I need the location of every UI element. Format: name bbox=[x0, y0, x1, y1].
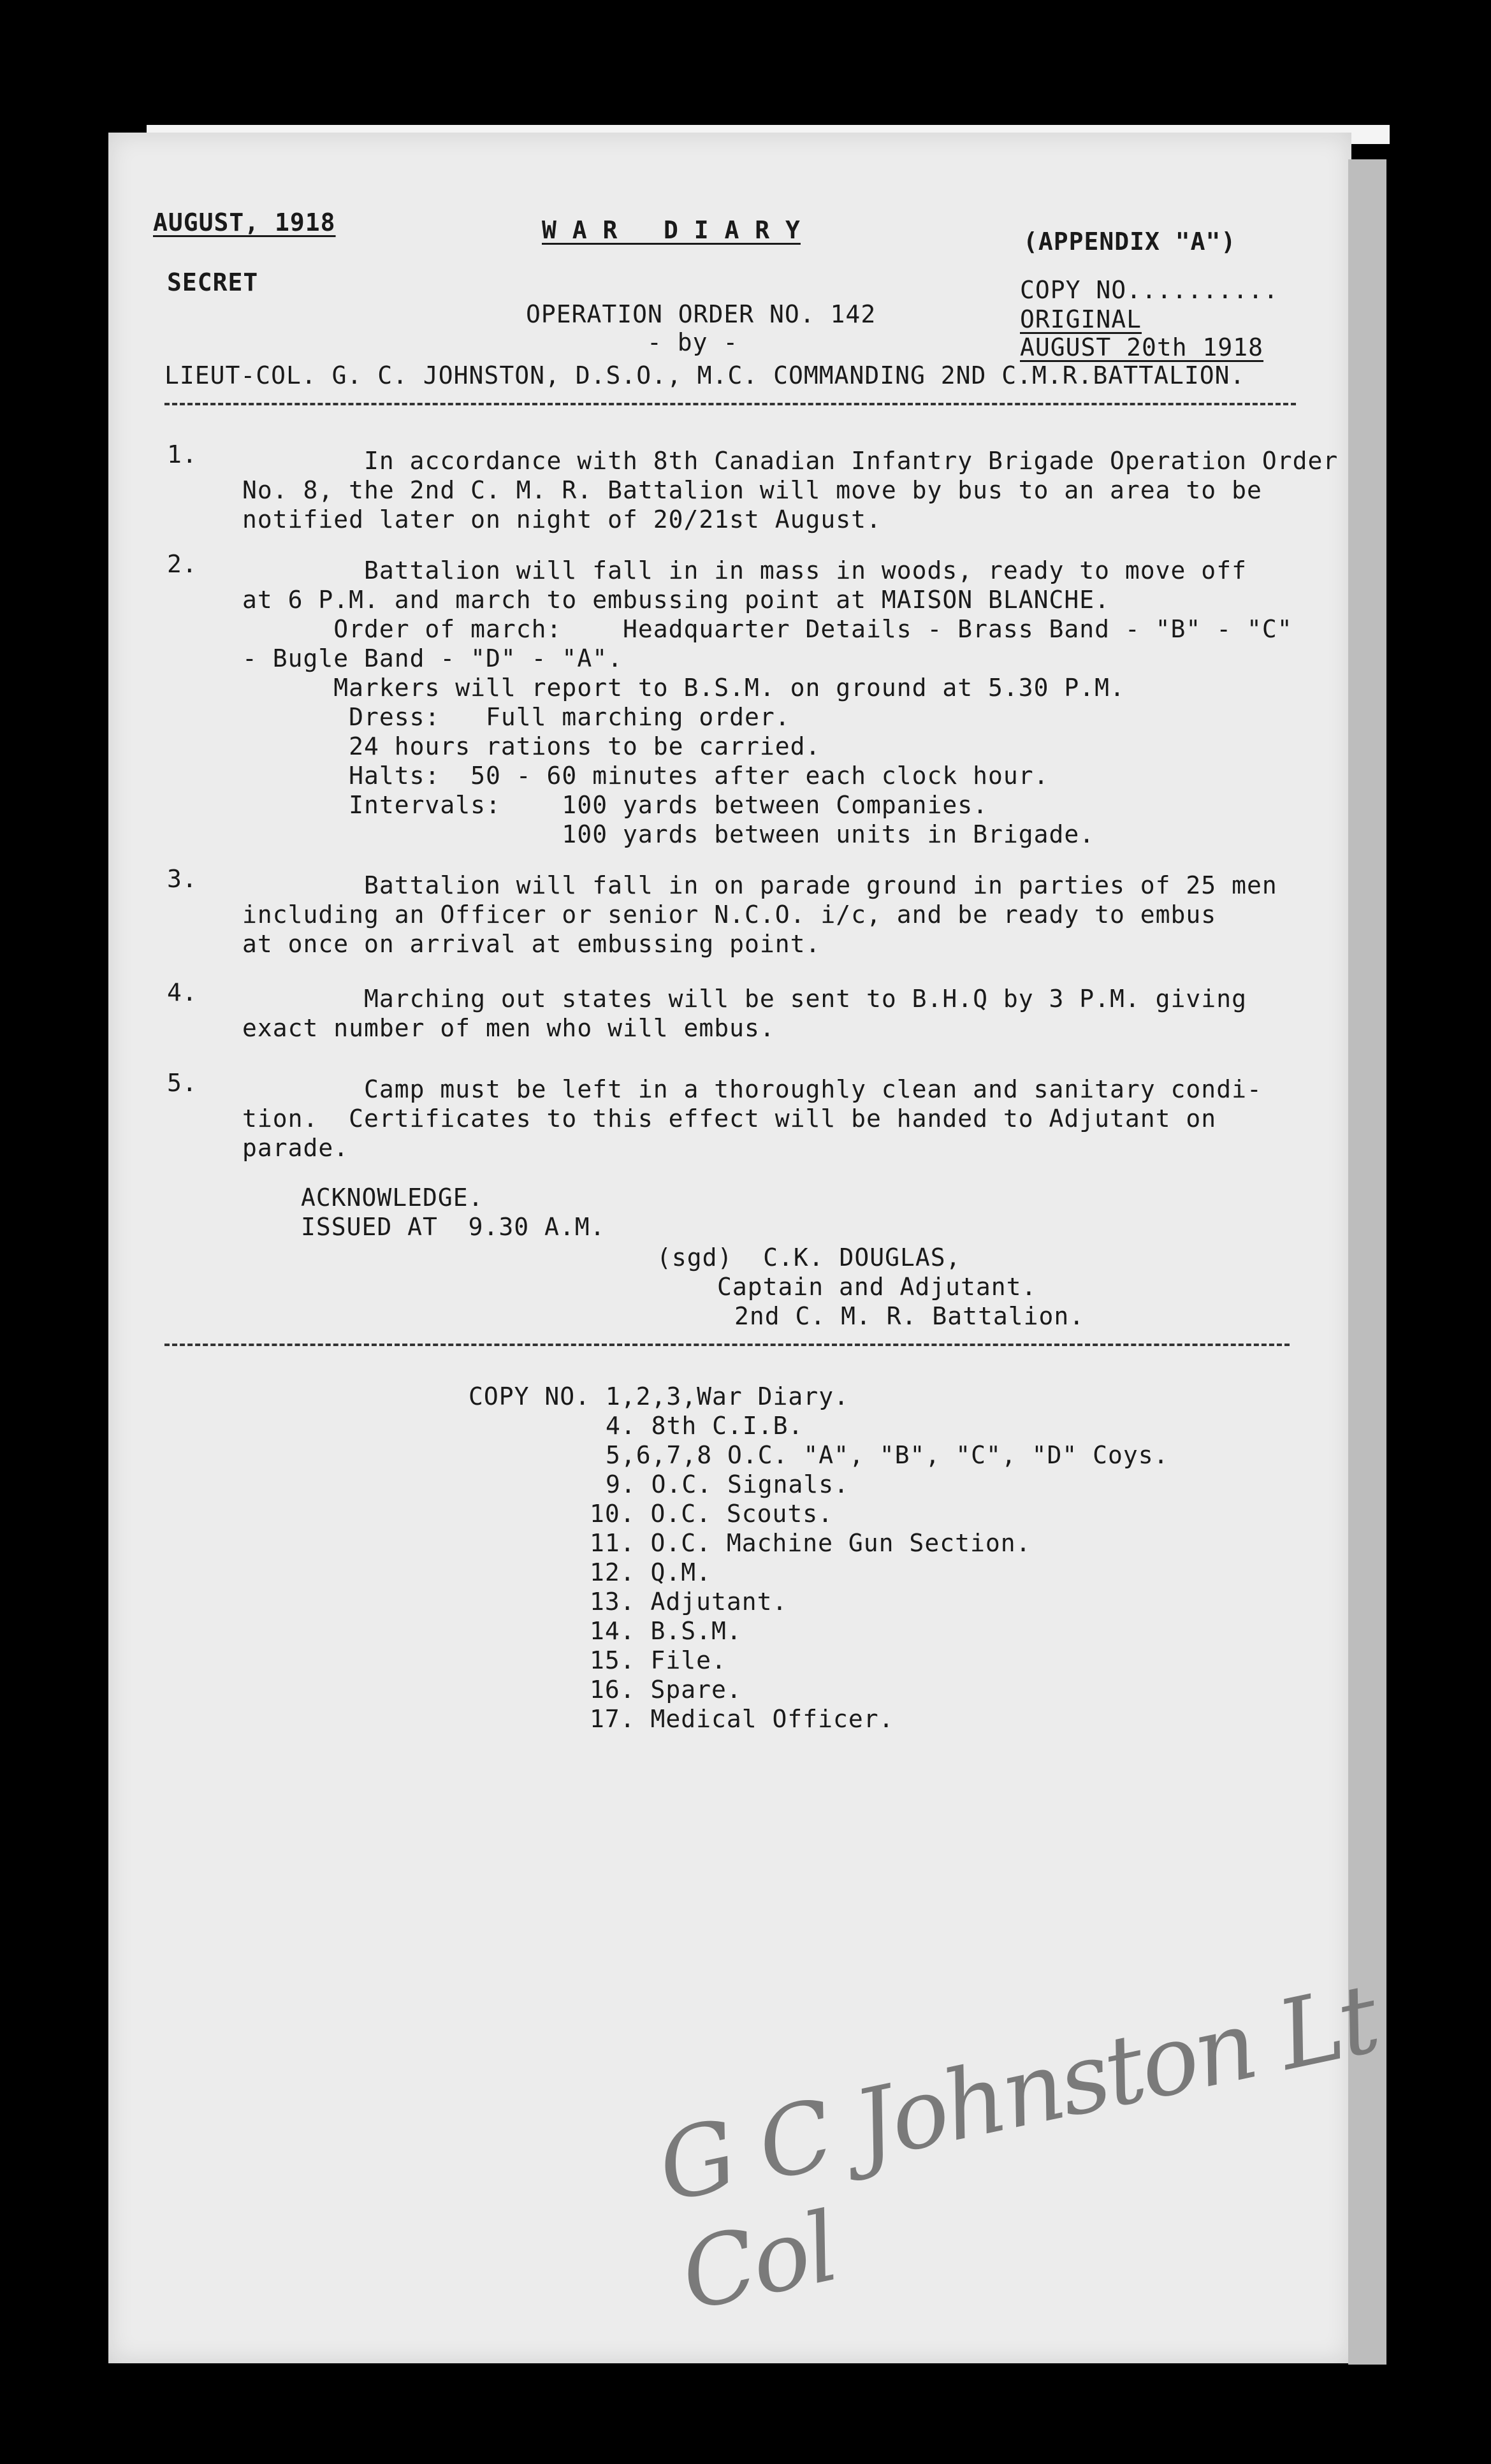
copy-number: COPY NO.......... bbox=[1020, 276, 1279, 304]
para-2-line: Order of march: Headquarter Details - Brass Band - "B" - "C" bbox=[242, 615, 1293, 643]
commanding-line: LIEUT-COL. G. C. JOHNSTON, D.S.O., M.C. COMMANDING 2ND C.M.R.BATTALION. bbox=[164, 361, 1246, 389]
para-4-line: exact number of men who will embus. bbox=[242, 1014, 775, 1042]
para-2-line: Intervals: 100 yards between Companies. bbox=[242, 791, 989, 819]
distribution-item: 13. Adjutant. bbox=[590, 1588, 788, 1616]
para-4-number: 4. bbox=[167, 978, 198, 1006]
para-3-number: 3. bbox=[167, 865, 198, 893]
distribution-item: 9. O.C. Signals. bbox=[606, 1470, 850, 1498]
para-2-line: 100 yards between units in Brigade. bbox=[242, 820, 1095, 848]
para-1-line: In accordance with 8th Canadian Infantry Brigade Operation Order bbox=[242, 447, 1339, 475]
para-4-line: Marching out states will be sent to B.H.Q by 3 P.M. giving bbox=[242, 985, 1247, 1013]
para-5-line: tion. Certificates to this effect will be handed to Adjutant on bbox=[242, 1105, 1217, 1133]
classification: SECRET bbox=[167, 268, 259, 296]
distribution-item: 14. B.S.M. bbox=[590, 1617, 742, 1645]
para-2-line: Markers will report to B.S.M. on ground at 5.30 P.M. bbox=[242, 674, 1125, 702]
para-1-number: 1. bbox=[167, 440, 198, 468]
distribution-item: 16. Spare. bbox=[590, 1676, 742, 1704]
handwritten-signature bbox=[649, 1963, 1491, 2333]
distribution-item: 4. 8th C.I.B. bbox=[606, 1412, 804, 1440]
para-2-line: Dress: Full marching order. bbox=[242, 703, 790, 731]
para-2-line: - Bugle Band - "D" - "A". bbox=[242, 644, 623, 672]
signatory-unit: 2nd C. M. R. Battalion. bbox=[734, 1302, 1085, 1330]
order-by: - by - bbox=[647, 328, 739, 356]
para-5-line: parade. bbox=[242, 1134, 349, 1162]
diary-date: AUGUST, 1918 bbox=[153, 208, 336, 236]
diary-title: W A R D I A R Y bbox=[542, 216, 801, 244]
para-1-line: notified later on night of 20/21st August. bbox=[242, 505, 882, 533]
closing-divider bbox=[164, 1344, 1290, 1346]
para-2-number: 2. bbox=[167, 550, 198, 578]
issued-time: ISSUED AT 9.30 A.M. bbox=[301, 1213, 606, 1241]
order-title: OPERATION ORDER NO. 142 bbox=[526, 300, 876, 328]
para-3-line: including an Officer or senior N.C.O. i/c, and be ready to embus bbox=[242, 901, 1217, 929]
para-3-line: at once on arrival at embussing point. bbox=[242, 930, 821, 958]
distribution-first: COPY NO. 1,2,3,War Diary. bbox=[469, 1382, 849, 1410]
para-2-line: 24 hours rations to be carried. bbox=[242, 732, 821, 760]
distribution-item: 17. Medical Officer. bbox=[590, 1705, 894, 1733]
distribution-item: 5,6,7,8 O.C. "A", "B", "C", "D" Coys. bbox=[606, 1441, 1169, 1469]
para-2-line: Halts: 50 - 60 minutes after each clock hour. bbox=[242, 762, 1049, 790]
para-2-line: Battalion will fall in in mass in woods, ready to move off bbox=[242, 556, 1247, 584]
distribution-item: 15. File. bbox=[590, 1646, 727, 1674]
signatory-rank: Captain and Adjutant. bbox=[717, 1273, 1037, 1301]
original-label: ORIGINAL bbox=[1020, 305, 1142, 333]
signatory-name: (sgd) C.K. DOUGLAS, bbox=[657, 1243, 961, 1272]
para-2-line: at 6 P.M. and march to embussing point at MAISON BLANCHE. bbox=[242, 586, 1110, 614]
para-5-line: Camp must be left in a thoroughly clean and sanitary condi- bbox=[242, 1075, 1262, 1103]
distribution-item: 11. O.C. Machine Gun Section. bbox=[590, 1529, 1031, 1557]
header-divider bbox=[164, 403, 1296, 405]
appendix-label: (APPENDIX "A") bbox=[1023, 228, 1237, 256]
distribution-item: 10. O.C. Scouts. bbox=[590, 1500, 834, 1528]
para-1-line: No. 8, the 2nd C. M. R. Battalion will move by bus to an area to be bbox=[242, 476, 1262, 504]
signature-text: G C Johnston Lt Col bbox=[649, 1963, 1386, 2333]
distribution-item: 12. Q.M. bbox=[590, 1558, 712, 1586]
order-date: AUGUST 20th 1918 bbox=[1020, 333, 1264, 361]
para-5-number: 5. bbox=[167, 1069, 198, 1097]
acknowledge: ACKNOWLEDGE. bbox=[301, 1184, 484, 1212]
para-3-line: Battalion will fall in on parade ground in parties of 25 men bbox=[242, 871, 1277, 899]
